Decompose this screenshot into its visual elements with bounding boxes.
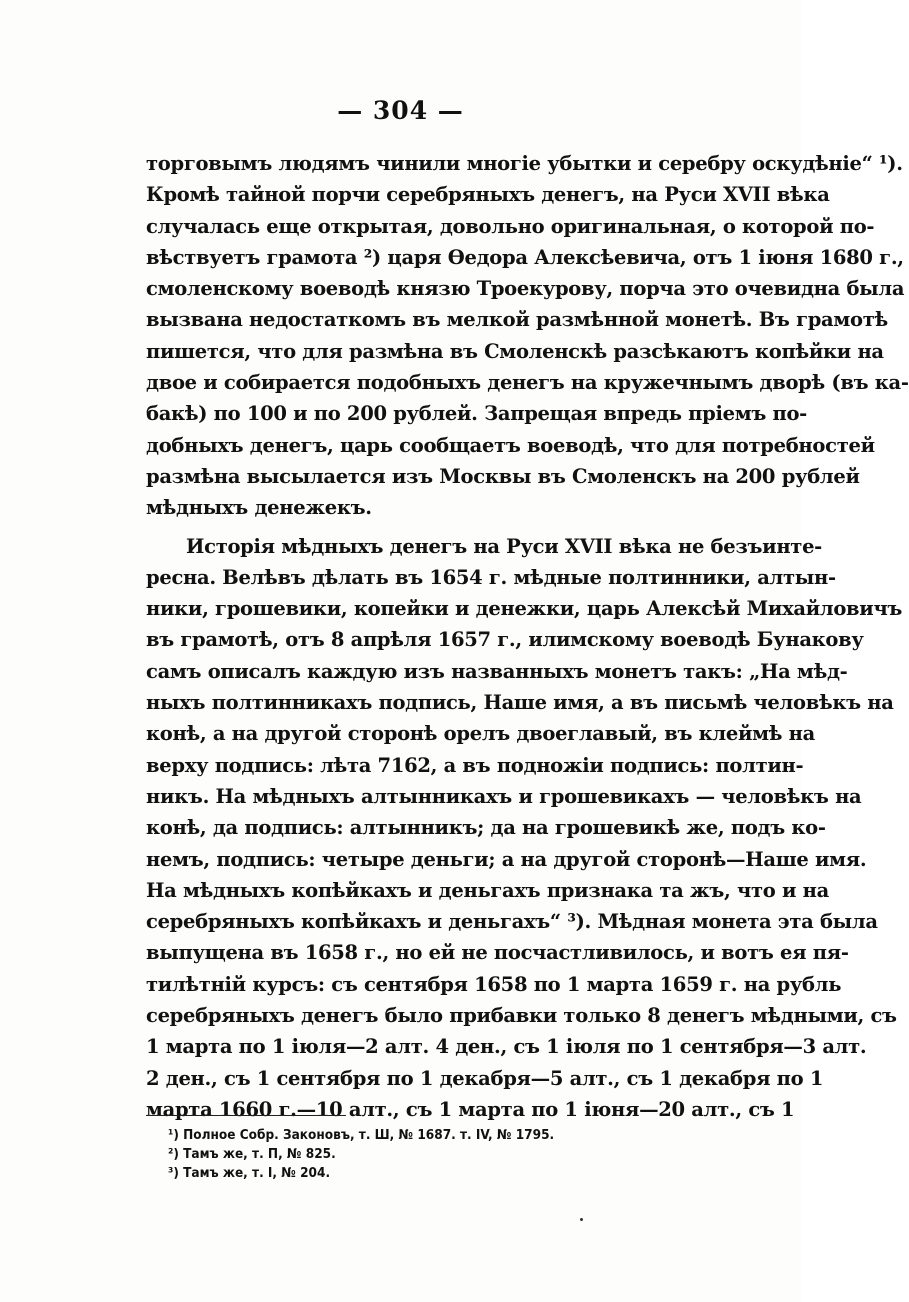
text-line: вызвана недостаткомъ въ мелкой размѣнной монетѣ. Въ грамотѣ xyxy=(146,308,888,332)
text-line: торговымъ людямъ чинили многіе убытки и серебру оскудѣніе“ ¹). xyxy=(146,152,903,175)
text-line: мѣдныхъ денежекъ. xyxy=(146,496,372,520)
text-line: немъ, подпись: четыре деньги; а на другой сторонѣ—Наше имя. xyxy=(146,847,867,871)
text-line: верху подпись: лѣта 7162, а въ подножіи подпись: полтин- xyxy=(146,753,804,777)
text-line: серебряныхъ копѣйкахъ и деньгахъ“ ³). Мѣдная монета эта была xyxy=(146,910,878,934)
text-line: Исторія мѣдныхъ денегъ на Руси XVII вѣка не безъинте- xyxy=(186,534,822,558)
text-line: смоленскому воеводѣ князю Троекурову, порча это очевидна была xyxy=(146,277,905,301)
text-line: марта 1660 г.—10 алт., съ 1 марта по 1 іюня—20 алт., съ 1 xyxy=(146,1097,795,1121)
text-line: бакѣ) по 100 и по 200 рублей. Запрещая впредь пріемъ по- xyxy=(146,402,807,426)
text-line: ныхъ полтинникахъ подпись, Наше имя, а въ письмѣ человѣкъ на xyxy=(146,691,894,715)
text-line: конѣ, да подпись: алтынникъ; да на грошевикѣ же, подъ ко- xyxy=(146,816,826,840)
footnote-3: ³) Тамъ же, т. I, № 204. xyxy=(168,1165,331,1181)
text-line: На мѣдныхъ копѣйкахъ и деньгахъ признака та жъ, что и на xyxy=(146,878,829,902)
text-line: ресна. Велѣвъ дѣлать въ 1654 г. мѣдные полтинники, алтын- xyxy=(146,565,836,589)
text-line: серебряныхъ денегъ было прибавки только 8 денегъ мѣдными, съ xyxy=(146,1004,897,1028)
text-line: самъ описалъ каждую изъ названныхъ монетъ такъ: „На мѣд- xyxy=(146,659,848,683)
text-line: никъ. На мѣдныхъ алтынникахъ и грошевикахъ — человѣкъ на xyxy=(146,784,862,808)
text-line: двое и собирается подобныхъ денегъ на кружечнымъ дворѣ (въ ка- xyxy=(146,371,909,395)
body-text xyxy=(146,148,909,1125)
text-line: пишется, что для размѣна въ Смоленскѣ разсѣкаютъ копѣйки на xyxy=(146,339,884,363)
footnote-2: ²) Тамъ же, т. П, № 825. xyxy=(168,1146,336,1162)
text-line: вѣствуетъ грамота ²) царя Ѳедора Алексѣевича, отъ 1 іюня 1680 г., xyxy=(146,245,904,269)
page-number: — 304 — xyxy=(337,96,464,125)
text-line: добныхъ денегъ, царь сообщаетъ воеводѣ, что для потребностей xyxy=(146,433,875,457)
ink-speck xyxy=(580,1218,583,1221)
text-line: выпущена въ 1658 г., но ей не посчастливилось, и вотъ ея пя- xyxy=(146,941,849,965)
footnote-divider xyxy=(146,1115,346,1116)
footnote-1: ¹) Полное Собр. Законовъ, т. Ш, № 1687. т. IV, № 1795. xyxy=(168,1127,555,1143)
text-line: Кромѣ тайной порчи серебряныхъ денегъ, на Руси XVII вѣка xyxy=(146,183,830,207)
text-line: конѣ, а на другой сторонѣ орелъ двоеглавый, въ клеймѣ на xyxy=(146,722,815,746)
paragraph-1 xyxy=(146,148,909,524)
footnotes xyxy=(168,1126,668,1183)
text-line: въ грамотѣ, отъ 8 апрѣля 1657 г., илимскому воеводѣ Бунакову xyxy=(146,628,864,652)
text-line: тилѣтній курсъ: съ сентября 1658 по 1 марта 1659 г. на рубль xyxy=(146,972,842,996)
paragraph-gap xyxy=(146,524,758,531)
text-line: 2 ден., съ 1 сентября по 1 декабря—5 алт., съ 1 декабря по 1 xyxy=(146,1066,824,1090)
text-line: случалась еще открытая, довольно оригинальная, о которой по- xyxy=(146,214,875,238)
text-line: размѣна высылается изъ Москвы въ Смоленскъ на 200 рублей xyxy=(146,464,860,488)
paragraph-2 xyxy=(146,531,903,1126)
text-line: 1 марта по 1 іюля—2 алт. 4 ден., съ 1 іюля по 1 сентября—3 алт. xyxy=(146,1035,867,1059)
text-line: ники, грошевики, копейки и денежки, царь Алексѣй Михайловичъ xyxy=(146,597,903,621)
